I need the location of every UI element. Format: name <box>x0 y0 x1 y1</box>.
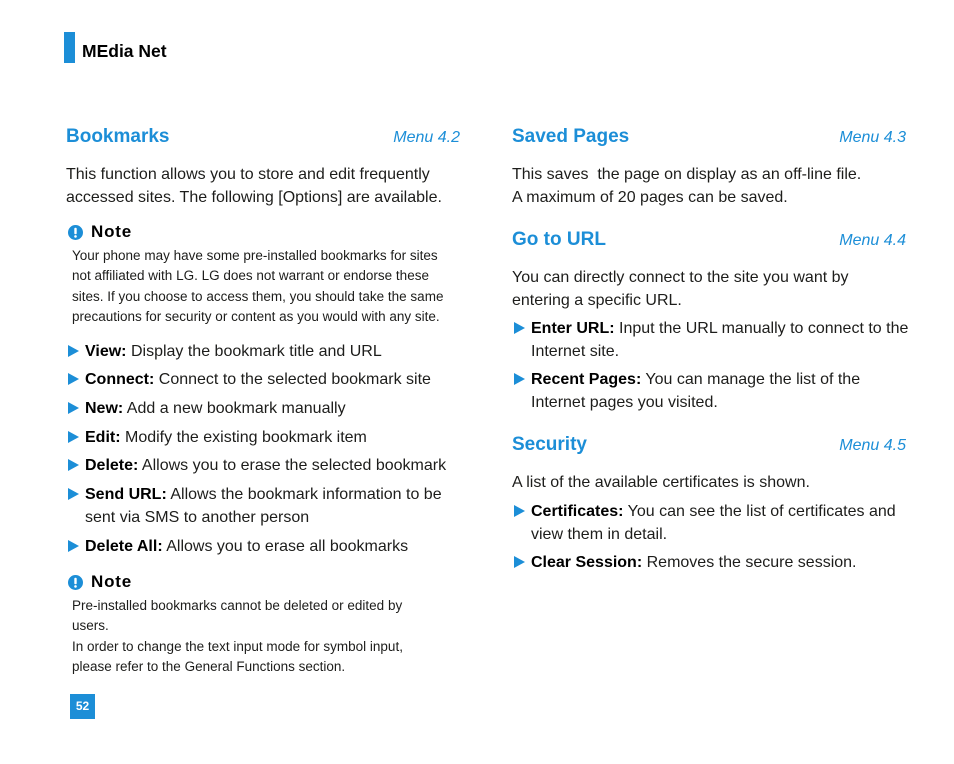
option-text: Add a new bookmark manually <box>126 399 346 417</box>
option-label: Certificates: <box>531 502 624 520</box>
option-item-delete <box>66 454 460 477</box>
option-item-view <box>66 340 460 363</box>
go-to-url-heading <box>512 228 906 252</box>
note-header <box>66 220 132 244</box>
option-label: Clear Session: <box>531 554 643 572</box>
note-line: not affiliated with LG. LG does not warrant or endorse these <box>72 268 429 284</box>
note-line: In order to change the text input mode for symbol input, <box>72 638 403 654</box>
triangle-right-icon <box>68 373 79 385</box>
option-text: Modify the existing bookmark item <box>125 428 367 446</box>
option-text: Internet pages you visited. <box>531 394 718 412</box>
option-text: Input the URL manually to connect to the <box>619 319 909 337</box>
option-text: Connect to the selected bookmark site <box>158 371 431 389</box>
option-text: Removes the secure session. <box>646 554 857 572</box>
security-text <box>512 471 810 494</box>
text-line: A list of the available certificates is shown. <box>512 473 810 491</box>
note-line: sites. If you choose to access them, you should take the same <box>72 288 444 304</box>
option-item-send-url <box>66 483 460 529</box>
option-label: Connect: <box>85 371 155 389</box>
bookmarks-heading <box>66 125 460 149</box>
option-text: view them in detail. <box>531 525 668 543</box>
go-to-url-text <box>512 266 849 312</box>
text-line: This saves the page on display as an off-line file. <box>512 165 862 183</box>
option-item-enter-url <box>512 317 909 363</box>
option-text: sent via SMS to another person <box>85 508 310 526</box>
triangle-right-icon <box>514 505 525 517</box>
option-item-new <box>66 397 460 420</box>
menu-number: Menu 4.3 <box>839 129 906 146</box>
option-label: New: <box>85 399 124 417</box>
triangle-right-icon <box>68 540 79 552</box>
option-item-connect <box>66 368 460 391</box>
text-line: A maximum of 20 pages can be saved. <box>512 188 788 206</box>
option-item-edit <box>66 426 460 449</box>
note-line: Your phone may have some pre-installed bookmarks for sites <box>72 248 438 263</box>
heading-title: Saved Pages <box>512 126 630 147</box>
triangle-right-icon <box>514 556 525 568</box>
page-number: 52 <box>70 694 95 719</box>
triangle-right-icon <box>514 322 525 334</box>
heading-title: Go to URL <box>512 229 606 250</box>
option-text: You can see the list of certificates and <box>627 502 896 520</box>
text-line: This function allows you to store and edit frequently <box>66 165 430 183</box>
saved-pages-heading <box>512 125 906 149</box>
option-item-recent-pages <box>512 368 906 414</box>
text-line: accessed sites. The following [Options] are available. <box>66 188 442 206</box>
option-label: Delete: <box>85 457 139 475</box>
option-text: Allows you to erase all bookmarks <box>166 537 409 555</box>
security-options-list <box>512 500 906 580</box>
option-label: Edit: <box>85 428 121 446</box>
text-line: entering a specific URL. <box>512 291 682 309</box>
note-line: Pre-installed bookmarks cannot be deleted or edited by <box>72 598 403 613</box>
option-label: View: <box>85 342 127 360</box>
option-text: Allows the bookmark information to be <box>170 485 442 503</box>
heading-title: Security <box>512 434 587 455</box>
option-text: Display the bookmark title and URL <box>130 342 382 360</box>
note-header <box>66 570 132 594</box>
saved-pages-text <box>512 163 861 209</box>
exclamation-circle-icon <box>68 225 83 240</box>
triangle-right-icon <box>514 373 525 385</box>
note-label: Note <box>91 572 132 591</box>
triangle-right-icon <box>68 431 79 443</box>
note-line: precautions for security or content as you would with any site. <box>72 308 440 324</box>
option-text: You can manage the list of the <box>645 371 861 389</box>
triangle-right-icon <box>68 402 79 414</box>
note-text <box>72 246 443 327</box>
option-label: Send URL: <box>85 485 167 503</box>
note-text <box>72 596 403 677</box>
option-item-certificates <box>512 500 906 546</box>
triangle-right-icon <box>68 459 79 471</box>
exclamation-circle-icon <box>68 575 83 590</box>
option-text: Allows you to erase the selected bookmark <box>141 457 447 475</box>
menu-number: Menu 4.2 <box>393 129 460 146</box>
note-line: please refer to the General Functions section. <box>72 658 346 674</box>
note-line: users. <box>72 618 109 634</box>
option-label: Delete All: <box>85 537 163 555</box>
text-line: You can directly connect to the site you want by <box>512 268 849 286</box>
security-heading <box>512 433 906 457</box>
section-title: MEdia Net <box>82 41 167 61</box>
menu-number: Menu 4.4 <box>839 232 906 249</box>
heading-title: Bookmarks <box>66 126 170 147</box>
section-marker-bar <box>64 32 75 63</box>
triangle-right-icon <box>68 345 79 357</box>
triangle-right-icon <box>68 488 79 500</box>
bookmarks-intro <box>66 163 442 209</box>
option-text: Internet site. <box>531 342 620 360</box>
bookmark-options-list <box>66 340 460 564</box>
menu-number: Menu 4.5 <box>839 437 906 454</box>
go-to-url-options-list <box>512 317 909 420</box>
option-item-delete-all <box>66 535 460 558</box>
option-label: Enter URL: <box>531 319 615 337</box>
option-label: Recent Pages: <box>531 371 642 389</box>
option-item-clear-session <box>512 551 906 574</box>
note-label: Note <box>91 222 132 241</box>
